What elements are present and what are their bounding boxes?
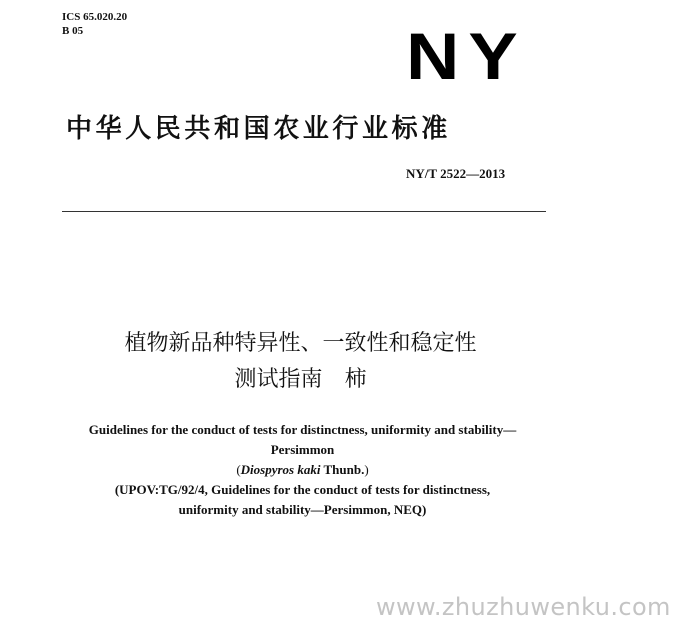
watermark-text: www.zhuzhuwenku.com <box>376 593 671 621</box>
title-en-line2: Persimmon <box>270 442 335 457</box>
author-citation: Thunb. <box>320 462 365 477</box>
classification-codes <box>62 10 127 38</box>
title-en-line1: Guidelines for the conduct of tests for distinctness, uniformity and stability— <box>88 422 517 437</box>
standard-organization: 中华人民共和国农业行业标准 <box>66 114 451 144</box>
ics-code: ICS 65.020.20 <box>62 11 128 23</box>
title-en-latin-name <box>0 460 640 479</box>
close-paren: ) <box>364 462 369 477</box>
open-paren: ( <box>236 462 241 477</box>
standard-number: NY/T 2522—2013 <box>406 166 506 181</box>
title-cn-line1: 植物新品种特异性、一致性和稳定性 <box>124 331 477 356</box>
title-en-line5: uniformity and stability—Persimmon, NEQ) <box>178 502 427 517</box>
title-cn-line2: 测试指南 柿 <box>234 367 367 392</box>
latin-name: Diospyros kaki <box>240 462 321 477</box>
ny-logo: NY <box>406 19 527 93</box>
ccs-code: B 05 <box>62 25 84 37</box>
header-divider <box>62 211 546 212</box>
title-en-line4: (UPOV:TG/92/4, Guidelines for the conduct of tests for distinctness, <box>114 482 491 497</box>
